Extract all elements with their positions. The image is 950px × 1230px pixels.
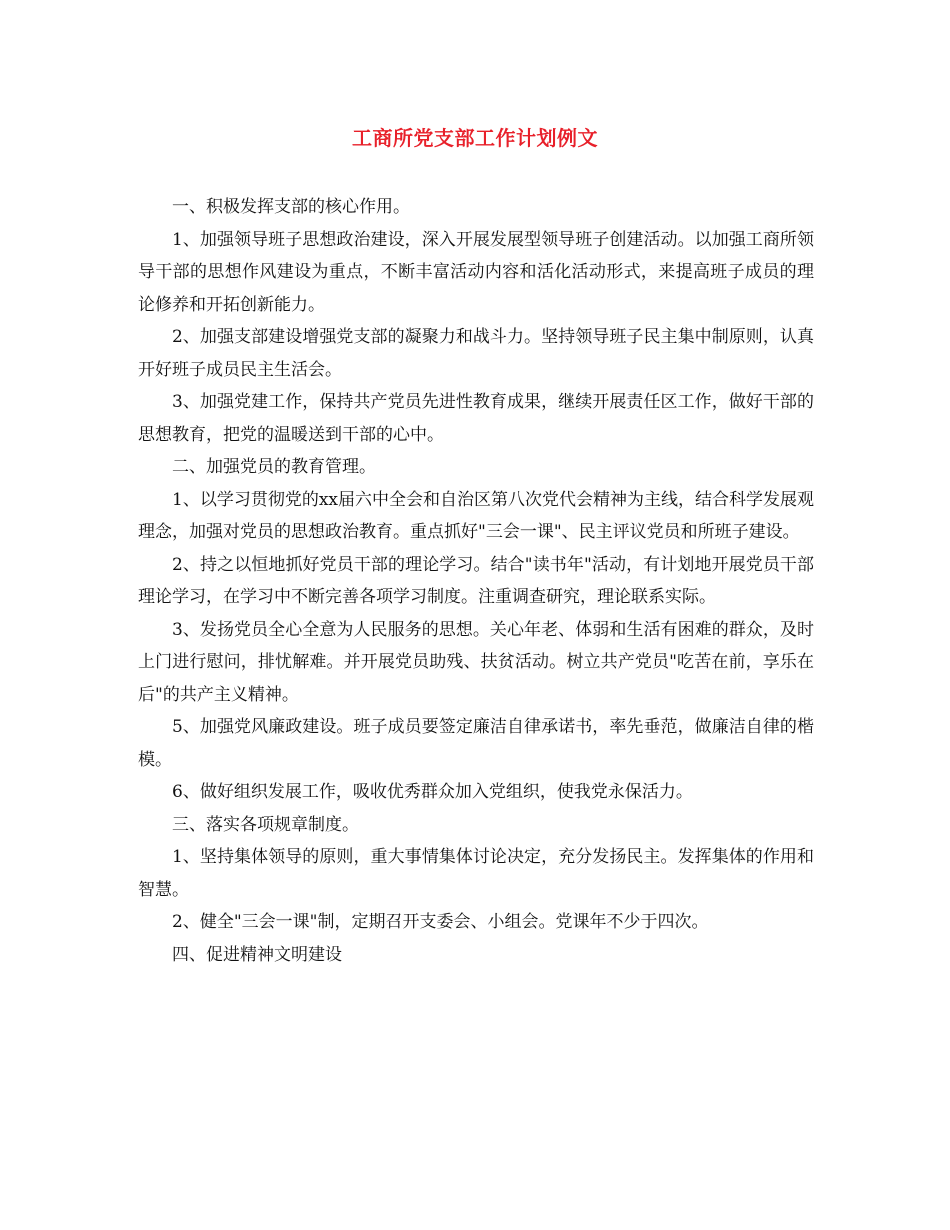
section-heading-1: 一、积极发挥支部的核心作用。 (172, 197, 410, 217)
section-heading-3: 三、落实各项规章制度。 (172, 814, 359, 835)
paragraph: 3、加强党建工作，保持共产党员先进性教育成果，继续开展责任区工作，做好干部的思想教育，把党的温暖送到干部的心中。 (138, 392, 814, 445)
paragraph: 6、做好组织发展工作，吸收优秀群众加入党组织，使我党永保活力。 (172, 782, 693, 802)
paragraph: 5、加强党风廉政建设。班子成员要签定廉洁自律承诺书，率先垂范，做廉洁自律的楷模。 (138, 717, 814, 770)
paragraph: 1、加强领导班子思想政治建设，深入开展发展型领导班子创建活动。以加强工商所领导干部的思想作风建设为重点，不断丰富活动内容和活化活动形式，来提高班子成员的理论修养和开拓创新能力。 (138, 229, 814, 315)
section-heading-2: 二、加强党员的教育管理。 (172, 457, 376, 477)
paragraph: 1、以学习贯彻党的xx届六中全会和自治区第八次党代会精神为主线，结合科学发展观理念，加强对党员的思想政治教育。重点抓好"三会一课"、民主评议党员和所班子建设。 (138, 489, 814, 542)
section-heading-4: 四、促进精神文明建设 (172, 944, 342, 965)
paragraph: 2、加强支部建设增强党支部的凝聚力和战斗力。坚持领导班子民主集中制原则，认真开好班子成员民主生活会。 (138, 327, 814, 380)
paragraph: 1、坚持集体领导的原则，重大事情集体讨论决定，充分发扬民主。发挥集体的作用和智慧。 (138, 847, 814, 900)
paragraph: 3、发扬党员全心全意为人民服务的思想。关心年老、体弱和生活有困难的群众，及时上门进行慰问，排忧解难。并开展党员助残、扶贫活动。树立共产党员"吃苦在前，享乐在后"的共产主义精神。 (138, 619, 814, 705)
document-title: 工商所党支部工作计划例文 (352, 126, 598, 150)
paragraph: 2、健全"三会一课"制，定期召开支委会、小组会。党课年不少于四次。 (172, 912, 709, 932)
paragraph: 2、持之以恒地抓好党员干部的理论学习。结合"读书年"活动，有计划地开展党员干部理论学习，在学习中不断完善各项学习制度。注重调查研究，理论联系实际。 (138, 554, 814, 607)
document-body (138, 191, 814, 971)
